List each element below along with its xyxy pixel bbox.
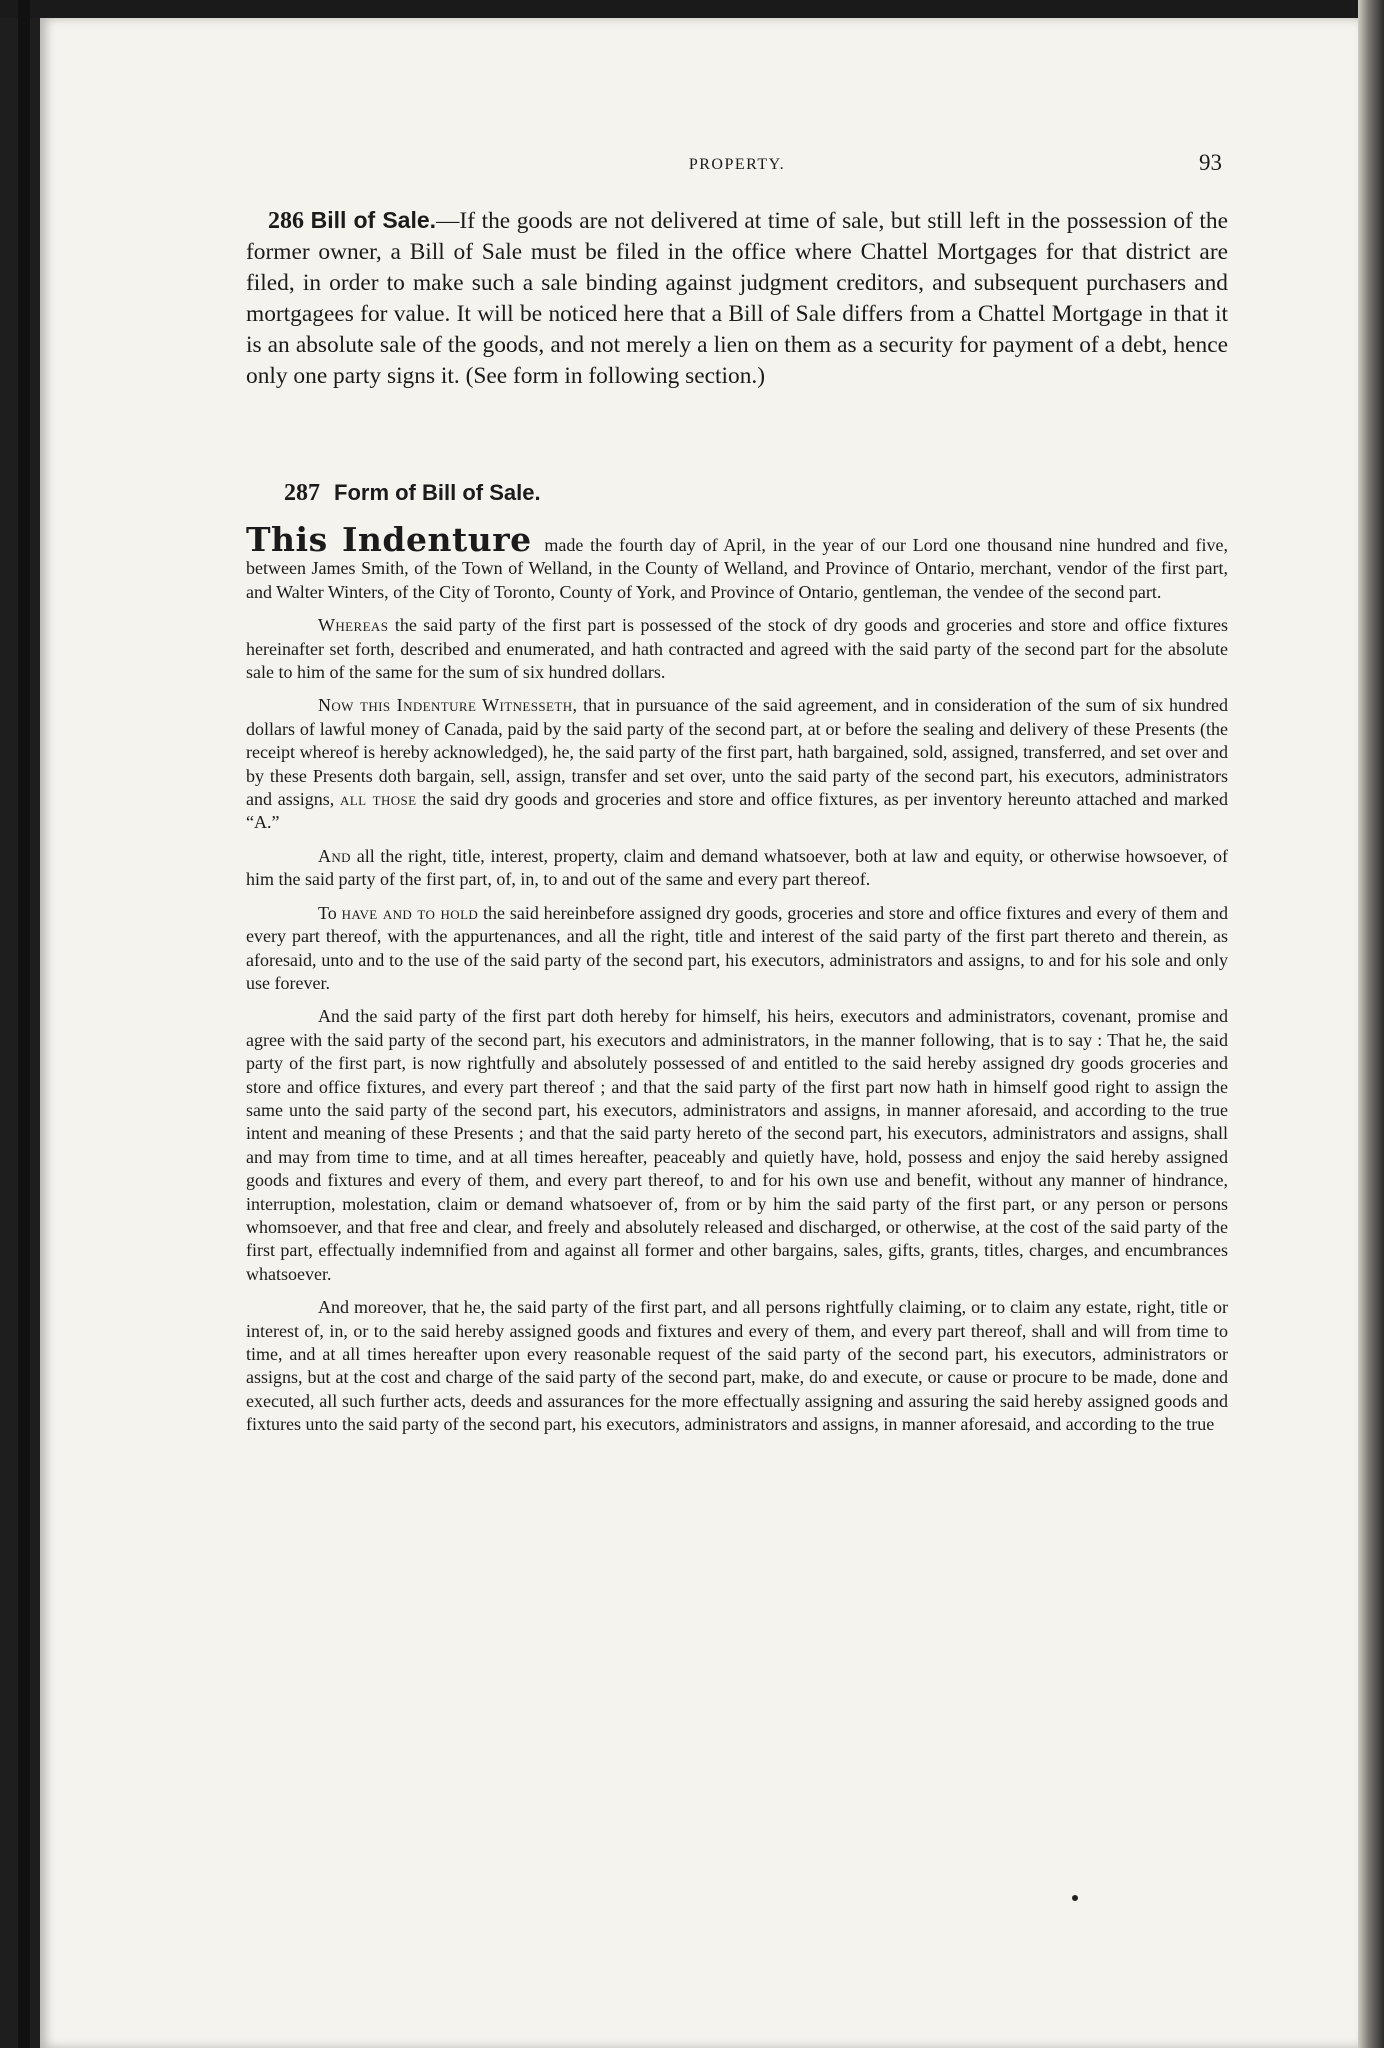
all-those-caps: all those — [340, 789, 417, 810]
deed-paragraph-2-text: the said party of the first part is possessed of the stock of dry goods and groceries and store and office fixtures hereinafter set forth, described and enumerated, and hath contracted and agreed with the said party of the second part for the absolute sale to him of the same for the sum of six hundred dollars. — [246, 615, 1228, 683]
section-286 — [246, 205, 1228, 392]
deed-paragraph-4-text: all the right, title, interest, property, claim and demand whatsoever, both at law and equity, or otherwise howsoever, of him the said party of the first part, of, in, to and out of the same and every part thereof. — [246, 845, 1228, 890]
deed-paragraph-6: And the said party of the first part doth hereby for himself, his heirs, executors and administrators, covenant, promise and agree with the said party of the second part, his executors and administrators, in the manner following, that is to say : That he, the said party of the first part, is now rightfully and absolutely possessed of and entitled to the said hereby assigned dry goods groceries and store and office fixtures, and every part thereof ; and that the said party of the first part now hath in himself good right to assign the same unto the said party of the second part, his executors, administrators and assigns, in manner aforesaid, and according to the true intent and meaning of these Presents ; and that the said party hereto of the second part, his executors, administrators and assigns, shall and may from time to time, and at all times hereafter, peaceably and quietly have, hold, possess and enjoy the said hereby assigned goods and fixtures and every of them, and every part thereof, to and for his own use and benefit, without any manner of hindrance, interruption, molestation, claim or demand whatsoever of, from or by him the said party of the first part, or any person or persons whomsoever, and that free and clear, and freely and absolutely released and discharged, or otherwise, at the cost of the said party of the first part, effectually indemnified from and against all former and other bargains, sales, gifts, grants, titles, charges, and encumbrances whatsoever. — [246, 1006, 1228, 1284]
page-right-edge — [1358, 0, 1384, 2048]
section-287-number: 287 — [284, 480, 320, 506]
deed-paragraph-2 — [246, 614, 1228, 684]
to-lead: To — [318, 902, 337, 923]
whereas-lead: Whereas — [318, 615, 389, 636]
binding-gutter — [18, 0, 30, 2048]
section-286-heading: Bill of Sale. — [310, 207, 437, 233]
habendum-caps: have and to hold — [341, 902, 479, 923]
deed-paragraph-1 — [246, 520, 1228, 604]
section-286-paragraph — [246, 205, 1228, 392]
section-286-number: 286 — [268, 208, 304, 234]
scan-top-edge — [0, 0, 1384, 18]
scan-speck — [1072, 1895, 1078, 1901]
indenture-opening-words: This Indenture — [246, 520, 532, 559]
deed-paragraph-5 — [246, 902, 1228, 996]
deed-paragraph-3-text-b: the said dry goods and groceries and store and office fixtures, as per inventory hereunto attached and marked “A.” — [246, 789, 1229, 833]
deed-paragraph-3-text-a: that in pursuance of the said agreement, and in consideration of the sum of six hundred dollars of lawful money of Canada, paid by the said party of the second part, at or before the sealing and delivery of these Presents (the receipt whereof is hereby acknowledged), he, the said party of the first part, hath bargained, sold, assigned, transferred, and set over and by these Presents doth bargain, sell, assign, transfer and set over, unto the said party of the second part, his executors, administrators and assigns, — [246, 695, 1229, 810]
page-number: 93 — [1199, 150, 1222, 175]
and-lead: And — [318, 845, 351, 866]
running-head — [246, 150, 1228, 182]
witnesseth-lead: Now this Indenture Witnesseth, — [318, 695, 578, 716]
bill-of-sale-form — [246, 520, 1229, 1447]
deed-paragraph-4 — [246, 845, 1228, 892]
section-287-heading: Form of Bill of Sale. — [334, 480, 541, 505]
section-287-heading-line — [284, 478, 884, 508]
section-286-text: —If the goods are not delivered at time of sale, but still left in the possession of the former owner, a Bill of Sale must be filed in the office where Chattel Mortgages for that district are filed, in order to make such a sale binding against judgment creditors, and subsequent purchasers and mortgagees for value. It will be noticed here that a Bill of Sale differs from a Chattel Mortgage in that it is an absolute sale of the goods, and not merely a lien on them as a security for payment of a debt, hence only one party signs it. (See form in following section.) — [246, 208, 1228, 389]
running-head-title: PROPERTY. — [688, 156, 786, 173]
deed-paragraph-5-text: the said hereinbefore assigned dry goods, groceries and store and office fixtures and every of them and every part thereof, with the appurtenances, and all the right, title and interest of the said party of the first part thereto and therein, as aforesaid, unto and to the use of the said party of the second part, his executors, administrators and assigns, to and for his sole and only use forever. — [246, 902, 1229, 993]
deed-paragraph-7: And moreover, that he, the said party of the first part, and all persons rightfully claiming, or to claim any estate, right, title or interest of, in, or to the said hereby assigned goods and fixtures and every of them, and every part thereof, shall and will from time to time, and at all times hereafter upon every reasonable request of the said party of the second part, his executors, administrators or assigns, but at the cost and charge of the said party of the second part, make, do and execute, or cause or procure to be made, done and executed, all such further acts, deeds and assurances for the more effectually assigning and assuring the said hereby assigned goods and fixtures unto the said party of the second part, his executors, administrators and assigns, in manner aforesaid, and according to the true — [246, 1297, 1228, 1435]
deed-paragraph-3 — [246, 694, 1228, 834]
deed-paragraph-1-text: made the fourth day of April, in the year of our Lord one thousand nine hundred and five, between James Smith, of the Town of Welland, in the County of Welland, and Province of Ontario, merchant, vendor of the first part, and Walter Winters, of the City of Toronto, County of York, and Province of Ontario, gentleman, the vendee of the second part. — [246, 535, 1228, 602]
